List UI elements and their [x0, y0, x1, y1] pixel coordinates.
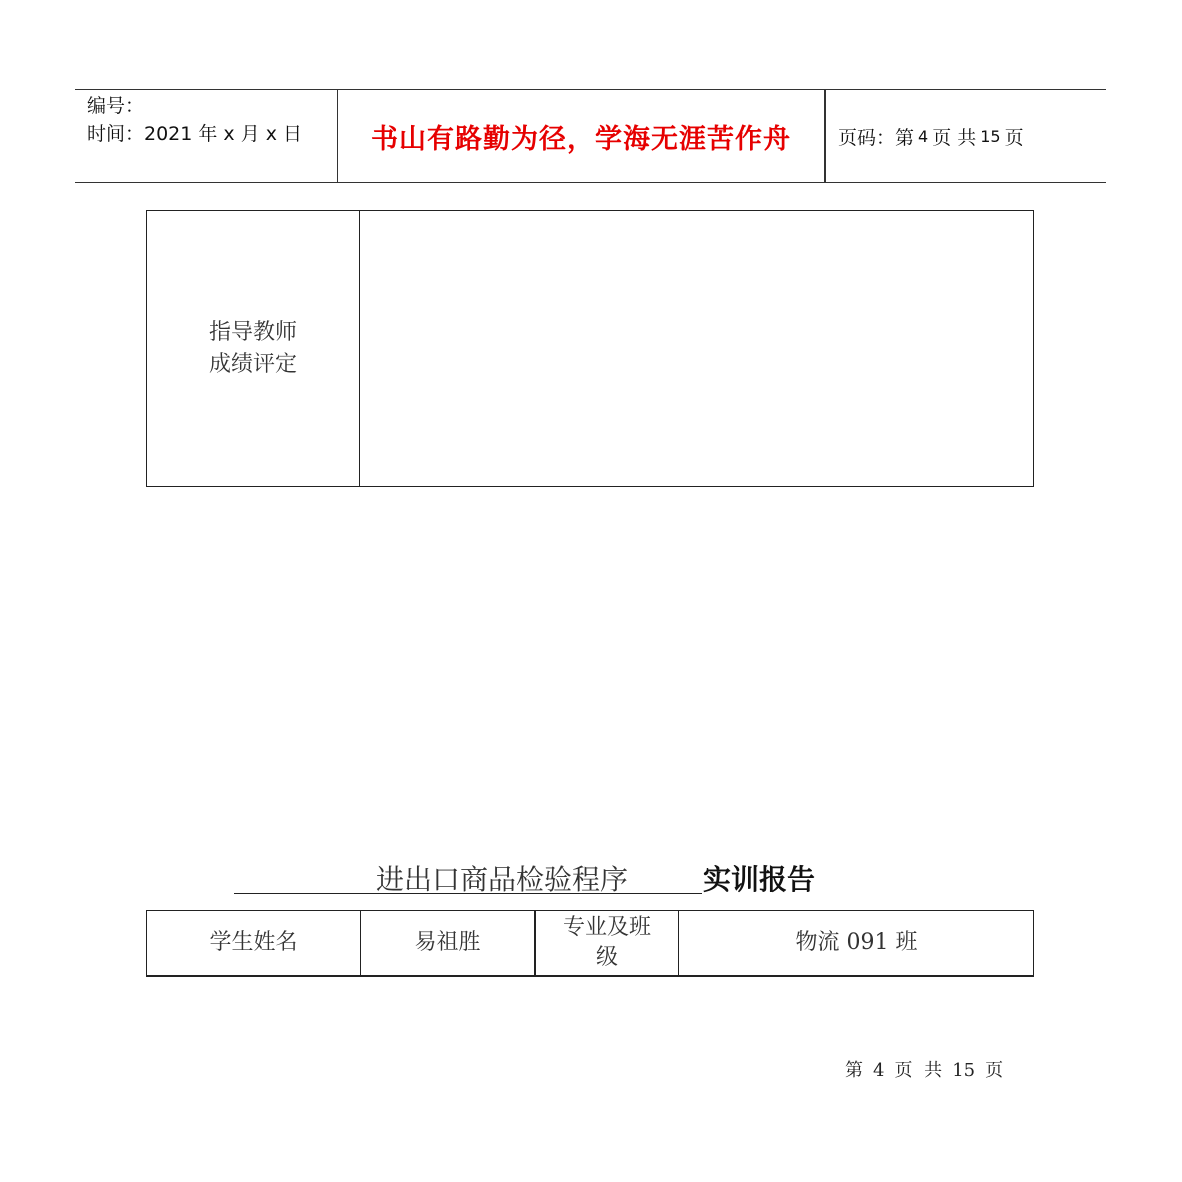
- header-bottom-rule: [75, 182, 1106, 183]
- header-meta: [87, 92, 302, 148]
- footer-mid: 页 共: [894, 1060, 943, 1081]
- evaluation-table: [146, 210, 1034, 487]
- page-mid: 页 共: [932, 126, 977, 149]
- evaluation-label-line1: 指导教师: [208, 319, 297, 345]
- header-divider-right: [824, 90, 826, 182]
- footer-current: 4: [873, 1060, 885, 1081]
- major-label-line2: 级: [595, 945, 618, 970]
- date-line: 时间：2021 年 x 月 x 日: [87, 123, 303, 145]
- motto: 书山有路勤为径，学海无涯苦作舟: [371, 123, 791, 155]
- student-info-table: [146, 910, 1034, 977]
- footer-suffix: 页: [985, 1060, 1004, 1081]
- page-prefix: 页码：第: [838, 126, 915, 149]
- footer-total: 15: [952, 1060, 976, 1081]
- student-name-value: 易祖胜: [414, 930, 481, 955]
- major-label-line1: 专业及班: [562, 915, 651, 940]
- page-footer: [845, 1056, 1013, 1082]
- page-total: 15: [980, 126, 1001, 146]
- report-subject: 进出口商品检验程序: [376, 863, 629, 896]
- serial-label: 编号：: [87, 95, 145, 117]
- evaluation-content: [360, 211, 1033, 486]
- header-page-indicator: [838, 90, 1024, 182]
- student-name-label: 学生姓名: [209, 930, 298, 955]
- page-current: 4: [918, 126, 929, 146]
- report-title-suffix: 实训报告: [703, 863, 816, 896]
- page-suffix: 页: [1004, 126, 1024, 149]
- evaluation-label-line2: 成绩评定: [208, 351, 297, 377]
- major-value: 物流 091 班: [795, 930, 918, 955]
- evaluation-label: [147, 211, 359, 486]
- major-label: [536, 911, 678, 975]
- footer-prefix: 第: [845, 1060, 863, 1081]
